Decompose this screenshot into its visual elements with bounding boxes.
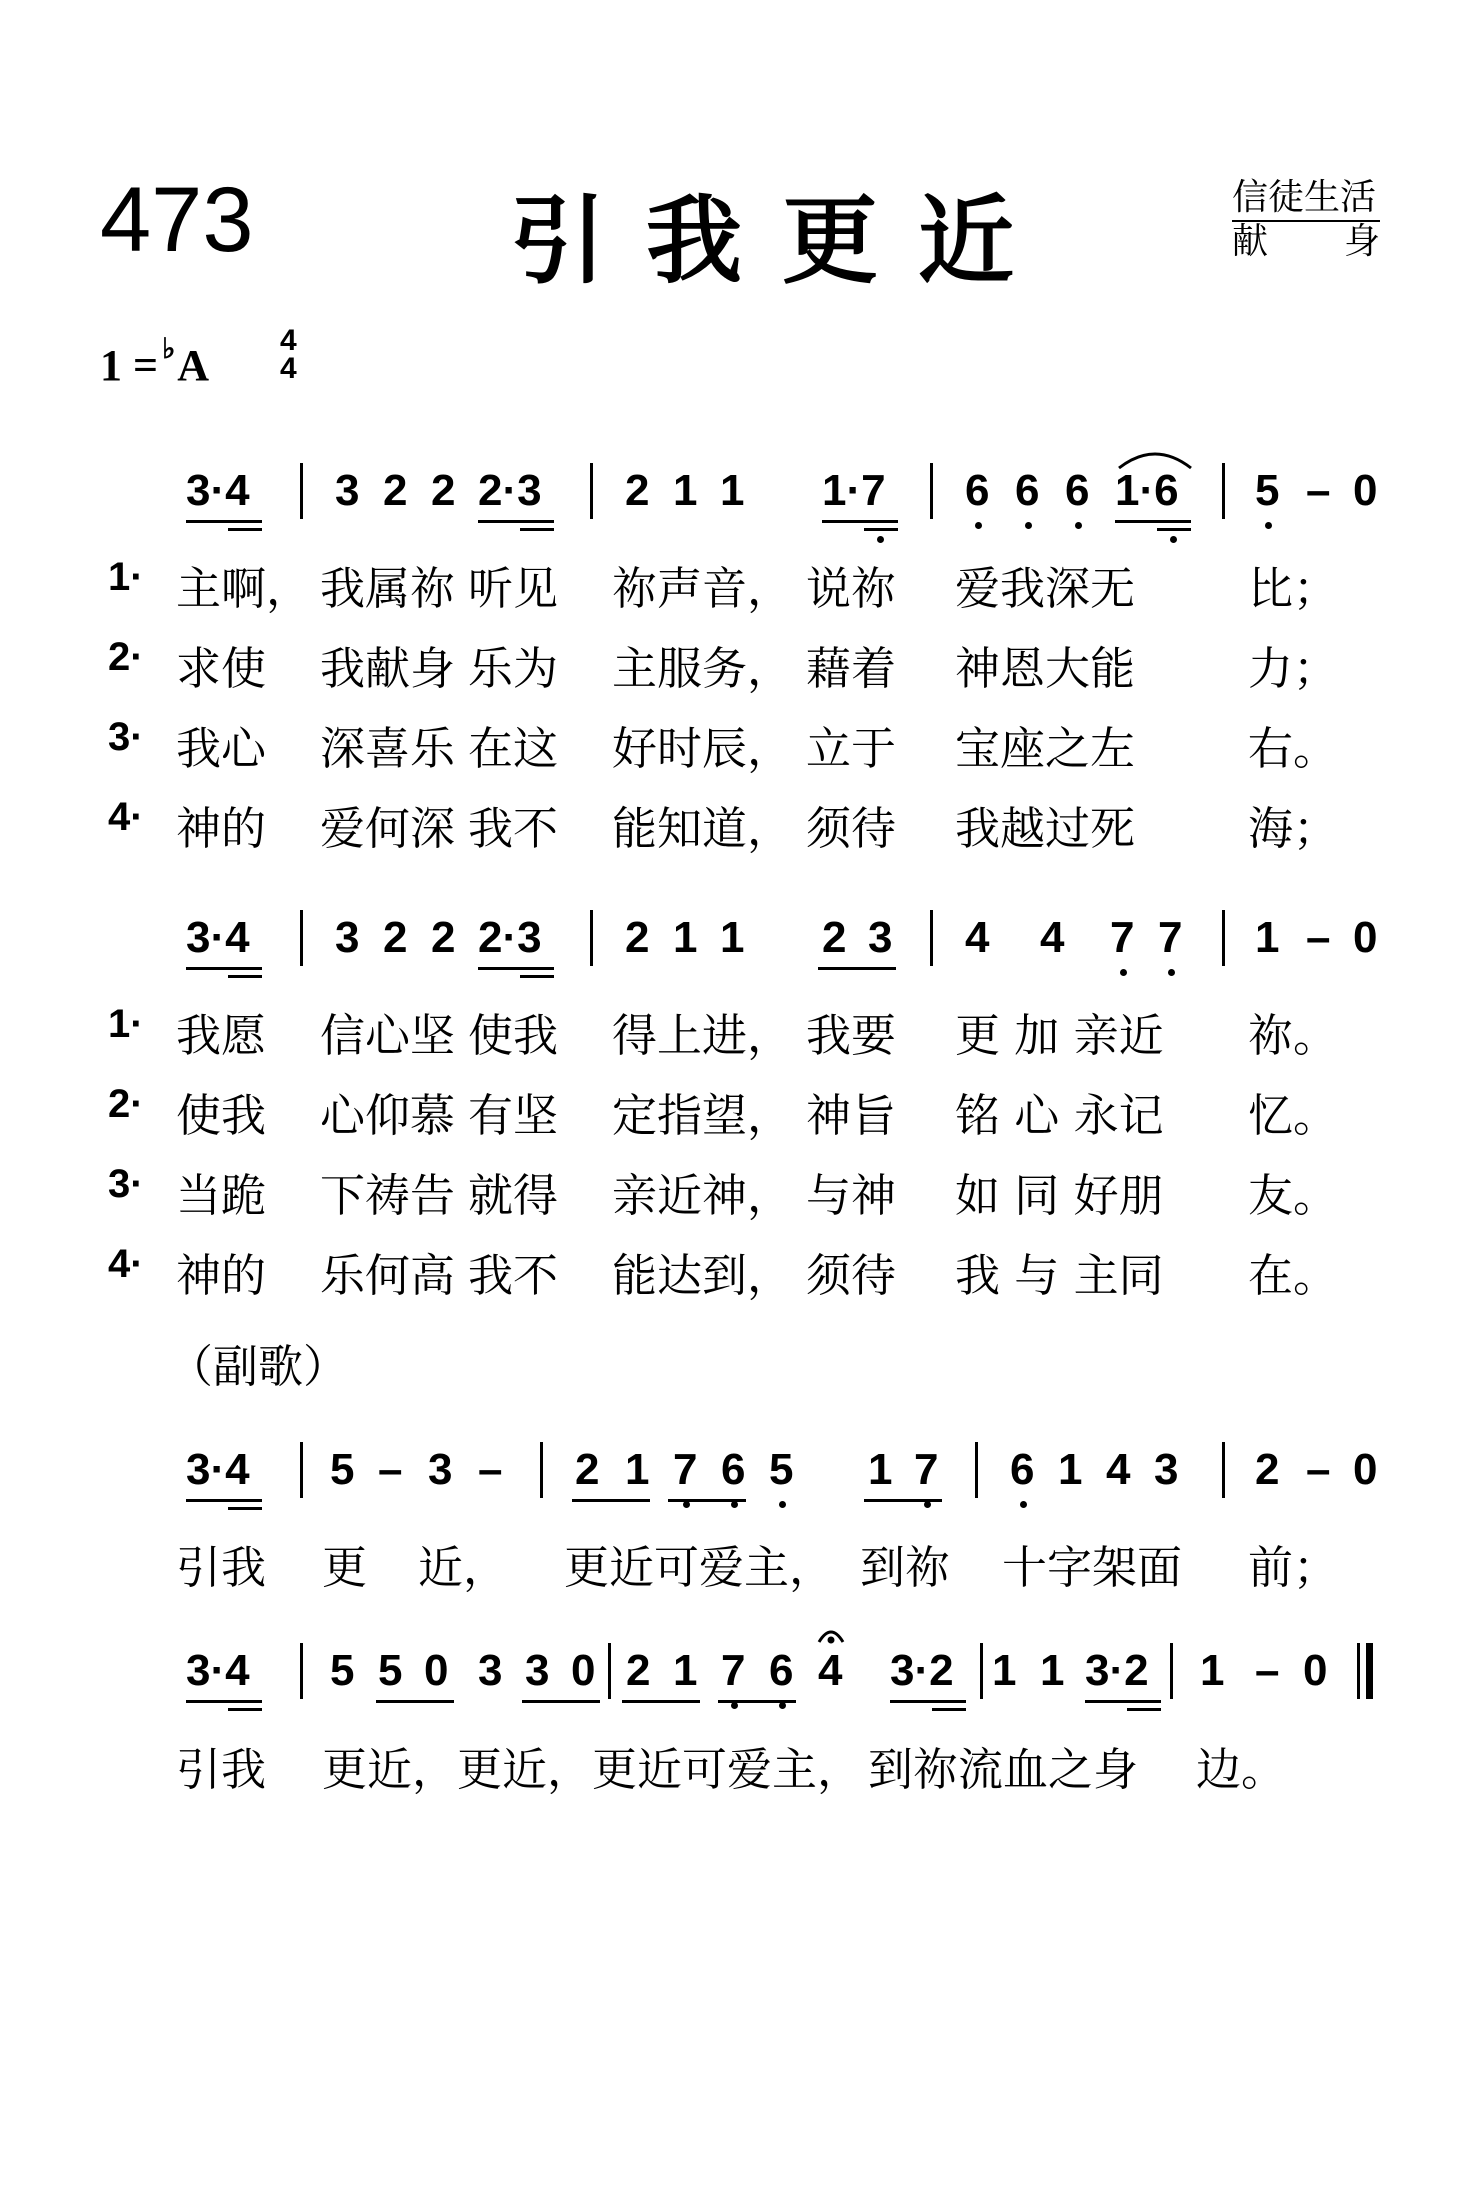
note: 1 xyxy=(1200,1646,1225,1695)
verse-number: 1· xyxy=(108,555,144,599)
note: 6 xyxy=(1065,466,1090,515)
low-octave-dot xyxy=(1265,522,1272,529)
lyric: 就得 xyxy=(468,1169,559,1222)
low-octave-dot xyxy=(683,1501,690,1508)
note: 2 xyxy=(625,913,650,962)
note: 1·6 xyxy=(1115,466,1179,515)
lyric: 亲近神， xyxy=(612,1169,793,1222)
note: 4 xyxy=(818,1646,843,1695)
lyric: 友。 xyxy=(1248,1169,1339,1222)
beam xyxy=(864,528,898,531)
note: 1 xyxy=(1040,1646,1065,1695)
beam xyxy=(228,1507,262,1510)
note: 2 xyxy=(431,913,456,962)
beam xyxy=(186,1499,262,1502)
beam xyxy=(520,975,554,978)
barline xyxy=(540,1442,543,1498)
lyric: 乐为 xyxy=(468,642,559,695)
beam xyxy=(1127,1708,1161,1711)
lyric: 宝座之左 xyxy=(955,722,1136,775)
category-secondary-b: 身 xyxy=(1343,221,1380,262)
lyric: 当跪 xyxy=(176,1169,267,1222)
low-octave-dot xyxy=(975,522,982,529)
note: 4 xyxy=(1040,913,1065,962)
lyric: 听见 xyxy=(468,562,559,615)
lyric: 好时辰， xyxy=(612,722,793,775)
hymn-number: 473 xyxy=(100,169,254,271)
note: 3·2 xyxy=(1085,1646,1149,1695)
key-signature xyxy=(100,334,210,391)
barline xyxy=(300,910,303,966)
lyric: 铭 心 永记 xyxy=(955,1089,1164,1142)
note: 1 xyxy=(992,1646,1017,1695)
beam xyxy=(478,520,554,523)
lyric: 在这 xyxy=(468,722,559,775)
beam xyxy=(932,1708,966,1711)
note: 5 xyxy=(769,1445,794,1494)
note: 2 xyxy=(626,1646,651,1695)
lyric: 十字架面 xyxy=(1002,1541,1183,1594)
lyric: 有坚 xyxy=(468,1089,559,1142)
chorus-label: （副歌） xyxy=(168,1340,349,1393)
note: – xyxy=(1306,913,1331,962)
lyric: 祢声音， xyxy=(612,562,793,615)
lyric: 深喜乐 xyxy=(320,722,456,775)
low-octave-dot xyxy=(779,1501,786,1508)
lyric: 前； xyxy=(1248,1541,1339,1594)
note: 0 xyxy=(424,1646,449,1695)
lyric: 我不 xyxy=(468,1249,559,1302)
beam xyxy=(186,1700,262,1703)
note: 2 xyxy=(383,466,408,515)
low-octave-dot xyxy=(1025,522,1032,529)
note: 1 xyxy=(1255,913,1280,962)
lyric: 能知道， xyxy=(612,802,793,855)
lyric: 到祢流血之身 xyxy=(868,1743,1139,1796)
note: 1 xyxy=(673,913,698,962)
time-signature xyxy=(280,324,297,385)
low-octave-dot xyxy=(924,1501,931,1508)
note: – xyxy=(378,1445,403,1494)
barline xyxy=(930,910,933,966)
barline xyxy=(608,1643,611,1699)
barline xyxy=(1357,1643,1360,1699)
time-top: 4 xyxy=(280,324,297,357)
lyric: 使我 xyxy=(468,1009,559,1062)
note: 1 xyxy=(720,466,745,515)
lyric: 得上进， xyxy=(612,1009,793,1062)
verse-number: 4· xyxy=(108,795,144,839)
beam xyxy=(376,1700,454,1703)
note: 2 xyxy=(1255,1445,1280,1494)
lyric: 右。 xyxy=(1248,722,1339,775)
lyric: 我越过死 xyxy=(955,802,1136,855)
lyric: 我愿 xyxy=(176,1009,267,1062)
note: 2 xyxy=(575,1445,600,1494)
note: 0 xyxy=(1353,466,1378,515)
barline xyxy=(1170,1643,1173,1699)
barline xyxy=(300,1643,303,1699)
note: 3·4 xyxy=(186,913,250,962)
note: 6 xyxy=(1015,466,1040,515)
low-octave-dot xyxy=(877,536,884,543)
lyric: 如 同 好朋 xyxy=(955,1169,1164,1222)
lyric: 心仰慕 xyxy=(320,1089,456,1142)
lyric: 引我 xyxy=(176,1743,267,1796)
lyric: 更 加 亲近 xyxy=(955,1009,1164,1062)
note: 6 xyxy=(769,1646,794,1695)
note: 3 xyxy=(868,913,893,962)
note: 0 xyxy=(1303,1646,1328,1695)
note: 3 xyxy=(525,1646,550,1695)
barline xyxy=(1222,463,1225,519)
lyric: 求使 xyxy=(176,642,267,695)
low-octave-dot xyxy=(1020,1501,1027,1508)
barline xyxy=(300,463,303,519)
barline xyxy=(1222,910,1225,966)
lyric: 更 xyxy=(322,1541,368,1594)
note: 0 xyxy=(571,1646,596,1695)
lyric: 近， xyxy=(418,1541,509,1594)
verse-number: 3· xyxy=(108,715,144,759)
barline xyxy=(975,1442,978,1498)
note: 1 xyxy=(625,1445,650,1494)
note: 4 xyxy=(1106,1445,1131,1494)
note: 6 xyxy=(965,466,990,515)
beam xyxy=(1157,528,1191,531)
barline xyxy=(300,1442,303,1498)
note: 3·4 xyxy=(186,1445,250,1494)
lyric: 神的 xyxy=(176,1249,267,1302)
note: 1 xyxy=(720,913,745,962)
note: 0 xyxy=(1353,1445,1378,1494)
note: 7 xyxy=(1110,913,1135,962)
note: 7 xyxy=(673,1445,698,1494)
note: 3 xyxy=(335,466,360,515)
barline xyxy=(930,463,933,519)
low-octave-dot xyxy=(1120,969,1127,976)
beam xyxy=(228,528,262,531)
note: 3·2 xyxy=(890,1646,954,1695)
note: 2 xyxy=(383,913,408,962)
note: 5 xyxy=(330,1646,355,1695)
final-barline xyxy=(1366,1643,1373,1699)
note: 7 xyxy=(721,1646,746,1695)
lyric: 立于 xyxy=(806,722,897,775)
note: 0 xyxy=(1353,913,1378,962)
beam xyxy=(1115,520,1191,523)
time-bottom: 4 xyxy=(280,352,297,385)
lyric: 忆。 xyxy=(1248,1089,1339,1142)
note: 1 xyxy=(868,1445,893,1494)
lyric: 力； xyxy=(1248,642,1339,695)
beam xyxy=(1085,1700,1161,1703)
barline xyxy=(1222,1442,1225,1498)
lyric: 我 与 主同 xyxy=(955,1249,1164,1302)
lyric: 祢。 xyxy=(1248,1009,1339,1062)
lyric: 引我 xyxy=(176,1541,267,1594)
note: 7 xyxy=(1158,913,1183,962)
lyric: 藉着 xyxy=(806,642,897,695)
low-octave-dot xyxy=(1075,522,1082,529)
lyric: 须待 xyxy=(806,802,897,855)
note: 3·4 xyxy=(186,1646,250,1695)
note: 5 xyxy=(378,1646,403,1695)
lyric: 下祷告 xyxy=(320,1169,456,1222)
lyric: 边。 xyxy=(1196,1743,1287,1796)
lyric: 主服务， xyxy=(612,642,793,695)
slur-mark xyxy=(1115,446,1195,470)
lyric: 爱何深 xyxy=(320,802,456,855)
verse-number: 2· xyxy=(108,635,144,679)
low-octave-dot xyxy=(731,1501,738,1508)
lyric: 我属祢 xyxy=(320,562,456,615)
note: 6 xyxy=(1010,1445,1035,1494)
lyric: 使我 xyxy=(176,1089,267,1142)
lyric: 须待 xyxy=(806,1249,897,1302)
lyric: 比； xyxy=(1248,562,1339,615)
lyric: 在。 xyxy=(1248,1249,1339,1302)
note: – xyxy=(1306,466,1331,515)
category-secondary xyxy=(1232,222,1380,262)
lyric: 能达到， xyxy=(612,1249,793,1302)
barline xyxy=(980,1643,983,1699)
note: – xyxy=(478,1445,503,1494)
lyric: 神的 xyxy=(176,802,267,855)
note: – xyxy=(1306,1445,1331,1494)
lyric: 定指望， xyxy=(612,1089,793,1142)
beam xyxy=(186,520,262,523)
note: 3 xyxy=(428,1445,453,1494)
key-prefix: 1 = xyxy=(100,341,159,390)
lyric: 更近可爱主， xyxy=(564,1541,835,1594)
category-primary: 信徒生活 xyxy=(1232,178,1380,222)
beam xyxy=(478,967,554,970)
note: 2 xyxy=(822,913,847,962)
lyric: 神恩大能 xyxy=(955,642,1136,695)
category-label xyxy=(1232,178,1380,262)
verse-number: 2· xyxy=(108,1082,144,1126)
note: 1·7 xyxy=(822,466,886,515)
beam xyxy=(228,1708,262,1711)
note: 1 xyxy=(673,466,698,515)
low-octave-dot xyxy=(1168,969,1175,976)
lyric: 我献身 xyxy=(320,642,456,695)
low-octave-dot xyxy=(779,1702,786,1709)
hymn-title: 引我更近 xyxy=(510,185,1054,297)
lyric: 我心 xyxy=(176,722,267,775)
note: 3·4 xyxy=(186,466,250,515)
lyric: 我要 xyxy=(806,1009,897,1062)
barline xyxy=(590,910,593,966)
beam xyxy=(890,1700,966,1703)
verse-number: 4· xyxy=(108,1242,144,1286)
beam xyxy=(186,967,262,970)
note: 7 xyxy=(914,1445,939,1494)
lyric: 与神 xyxy=(806,1169,897,1222)
lyric: 神旨 xyxy=(806,1089,897,1142)
note: 1 xyxy=(1058,1445,1083,1494)
lyric: 我不 xyxy=(468,802,559,855)
lyric: 更近，更近，更近可爱主， xyxy=(322,1743,863,1796)
note: 1 xyxy=(673,1646,698,1695)
note: 2·3 xyxy=(478,466,542,515)
barline xyxy=(590,463,593,519)
note: 2 xyxy=(625,466,650,515)
lyric: 信心坚 xyxy=(320,1009,456,1062)
verse-number: 1· xyxy=(108,1002,144,1046)
verse-number: 3· xyxy=(108,1162,144,1206)
category-secondary-a: 献 xyxy=(1232,221,1269,262)
beam xyxy=(522,1700,600,1703)
flat-icon: ♭ xyxy=(162,334,176,365)
key-note: A xyxy=(177,341,210,390)
lyric: 海； xyxy=(1248,802,1339,855)
note: 3 xyxy=(335,913,360,962)
low-octave-dot xyxy=(731,1702,738,1709)
lyric: 说祢 xyxy=(806,562,897,615)
beam xyxy=(622,1700,700,1703)
beam xyxy=(520,528,554,531)
lyric: 主啊， xyxy=(176,562,312,615)
beam xyxy=(822,520,898,523)
note: – xyxy=(1255,1646,1280,1695)
low-octave-dot xyxy=(1170,536,1177,543)
fermata-icon xyxy=(816,1624,846,1646)
beam xyxy=(572,1499,650,1502)
note: 5 xyxy=(330,1445,355,1494)
note: 2 xyxy=(431,466,456,515)
note: 3 xyxy=(478,1646,503,1695)
lyric: 到祢 xyxy=(860,1541,951,1594)
note: 6 xyxy=(721,1445,746,1494)
note: 3 xyxy=(1154,1445,1179,1494)
note: 4 xyxy=(965,913,990,962)
beam xyxy=(228,975,262,978)
beam xyxy=(818,967,896,970)
note: 5 xyxy=(1255,466,1280,515)
note: 2·3 xyxy=(478,913,542,962)
lyric: 乐何高 xyxy=(320,1249,456,1302)
lyric: 爱我深无 xyxy=(955,562,1136,615)
